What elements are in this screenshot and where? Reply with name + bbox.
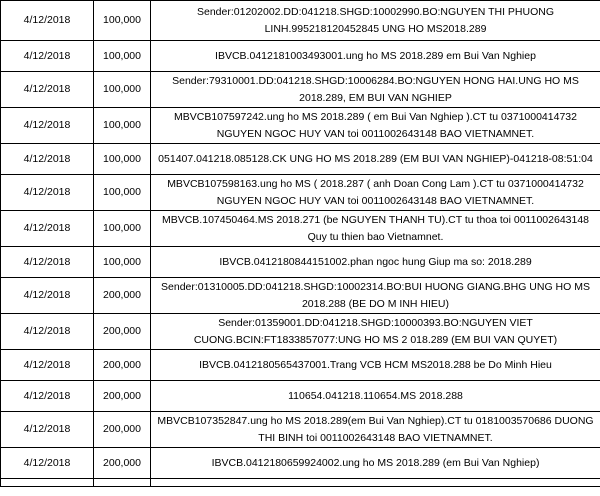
date-cell: 4/12/2018: [1, 314, 94, 350]
description-cell: IBVCB.0412180844151002.phan ngoc hung Giup ma so: 2018.289: [151, 247, 600, 278]
table-row: [1, 278, 600, 314]
amount-cell: 100,000: [94, 1, 151, 41]
description-cell: MBVCB107597242.ung ho MS 2018.289 ( em Bui Van Nghiep ).CT tu 0371000414732 NGUYEN NGOC HUY VAN toi 0011002643148 BAO VIETNAMNET.: [151, 108, 600, 144]
description-cell: 051407.041218.085128.CK UNG HO MS 2018.289 (EM BUI VAN NGHIEP)-041218-08:51:04: [151, 144, 600, 175]
description-cell: IBVCB.0412180565437001.Trang VCB HCM MS2018.288 be Do Minh Hieu: [151, 350, 600, 381]
description-cell: 110654.041218.110654.MS 2018.288: [151, 381, 600, 412]
description-cell: Sender:01310005.DD:041218.SHGD:10002314.BO:BUI HUONG GIANG.BHG UNG HO MS 2018.288 (BE DO M INH HIEU): [151, 278, 600, 314]
amount-cell: 100,000: [94, 72, 151, 108]
table-row: [1, 108, 600, 144]
date-cell: 4/12/2018: [1, 144, 94, 175]
table-row: [1, 175, 600, 211]
table-row: [1, 211, 600, 247]
amount-cell: 200,000: [94, 381, 151, 412]
table-row: [1, 314, 600, 350]
table-row: [1, 247, 600, 278]
amount-cell: 200,000: [94, 278, 151, 314]
amount-cell: 100,000: [94, 144, 151, 175]
date-cell: 4/12/2018: [1, 175, 94, 211]
table-row: [1, 479, 600, 487]
amount-cell: 100,000: [94, 247, 151, 278]
table-row: [1, 412, 600, 448]
description-cell: Sender:01202002.DD:041218.SHGD:10002990.BO:NGUYEN THI PHUONG LINH.995218120452845 UNG HO MS2018.289: [151, 1, 600, 41]
description-cell: [151, 479, 600, 487]
date-cell: 4/12/2018: [1, 350, 94, 381]
description-cell: Sender:79310001.DD:041218.SHGD:10006284.BO:NGUYEN HONG HAI.UNG HO MS 2018.289, EM BUI VAN NGHIEP: [151, 72, 600, 108]
description-cell: MBVCB107352847.ung ho MS 2018.289(em Bui Van Nghiep).CT tu 0181003570686 DUONG THI BINH toi 0011002643148 BAO VIETNAMNET.: [151, 412, 600, 448]
amount-cell: [94, 479, 151, 487]
amount-cell: 200,000: [94, 412, 151, 448]
date-cell: 4/12/2018: [1, 278, 94, 314]
date-cell: 4/12/2018: [1, 412, 94, 448]
amount-cell: 200,000: [94, 448, 151, 479]
table-row: [1, 144, 600, 175]
date-cell: 4/12/2018: [1, 448, 94, 479]
amount-cell: 100,000: [94, 211, 151, 247]
date-cell: 4/12/2018: [1, 72, 94, 108]
description-cell: Sender:01359001.DD:041218.SHGD:10000393.BO:NGUYEN VIET CUONG.BCIN:FT1833857077:UNG HO MS 2 018.289 (EM BUI VAN QUYET): [151, 314, 600, 350]
table-row: [1, 381, 600, 412]
table-row: [1, 41, 600, 72]
amount-cell: 200,000: [94, 350, 151, 381]
table-row: [1, 350, 600, 381]
table-row: [1, 1, 600, 41]
date-cell: 4/12/2018: [1, 108, 94, 144]
date-cell: [1, 479, 94, 487]
date-cell: 4/12/2018: [1, 381, 94, 412]
amount-cell: 200,000: [94, 314, 151, 350]
description-cell: IBVCB.0412181003493001.ung ho MS 2018.289 em Bui Van Nghiep: [151, 41, 600, 72]
date-cell: 4/12/2018: [1, 247, 94, 278]
table-row: [1, 448, 600, 479]
date-cell: 4/12/2018: [1, 41, 94, 72]
date-cell: 4/12/2018: [1, 1, 94, 41]
table-row: [1, 72, 600, 108]
description-cell: IBVCB.0412180659924002.ung ho MS 2018.289 (em Bui Van Nghiep): [151, 448, 600, 479]
description-cell: MBVCB107598163.ung ho MS ( 2018.287 ( anh Doan Cong Lam ).CT tu 0371000414732 NGUYEN NGOC HUY VAN toi 0011002643148 BAO VIETNAMNET.: [151, 175, 600, 211]
amount-cell: 100,000: [94, 108, 151, 144]
date-cell: 4/12/2018: [1, 211, 94, 247]
amount-cell: 100,000: [94, 175, 151, 211]
description-cell: MBVCB.107450464.MS 2018.271 (be NGUYEN THANH TU).CT tu thoa toi 0011002643148 Quy tu thien bao Vietnamnet.: [151, 211, 600, 247]
amount-cell: 100,000: [94, 41, 151, 72]
